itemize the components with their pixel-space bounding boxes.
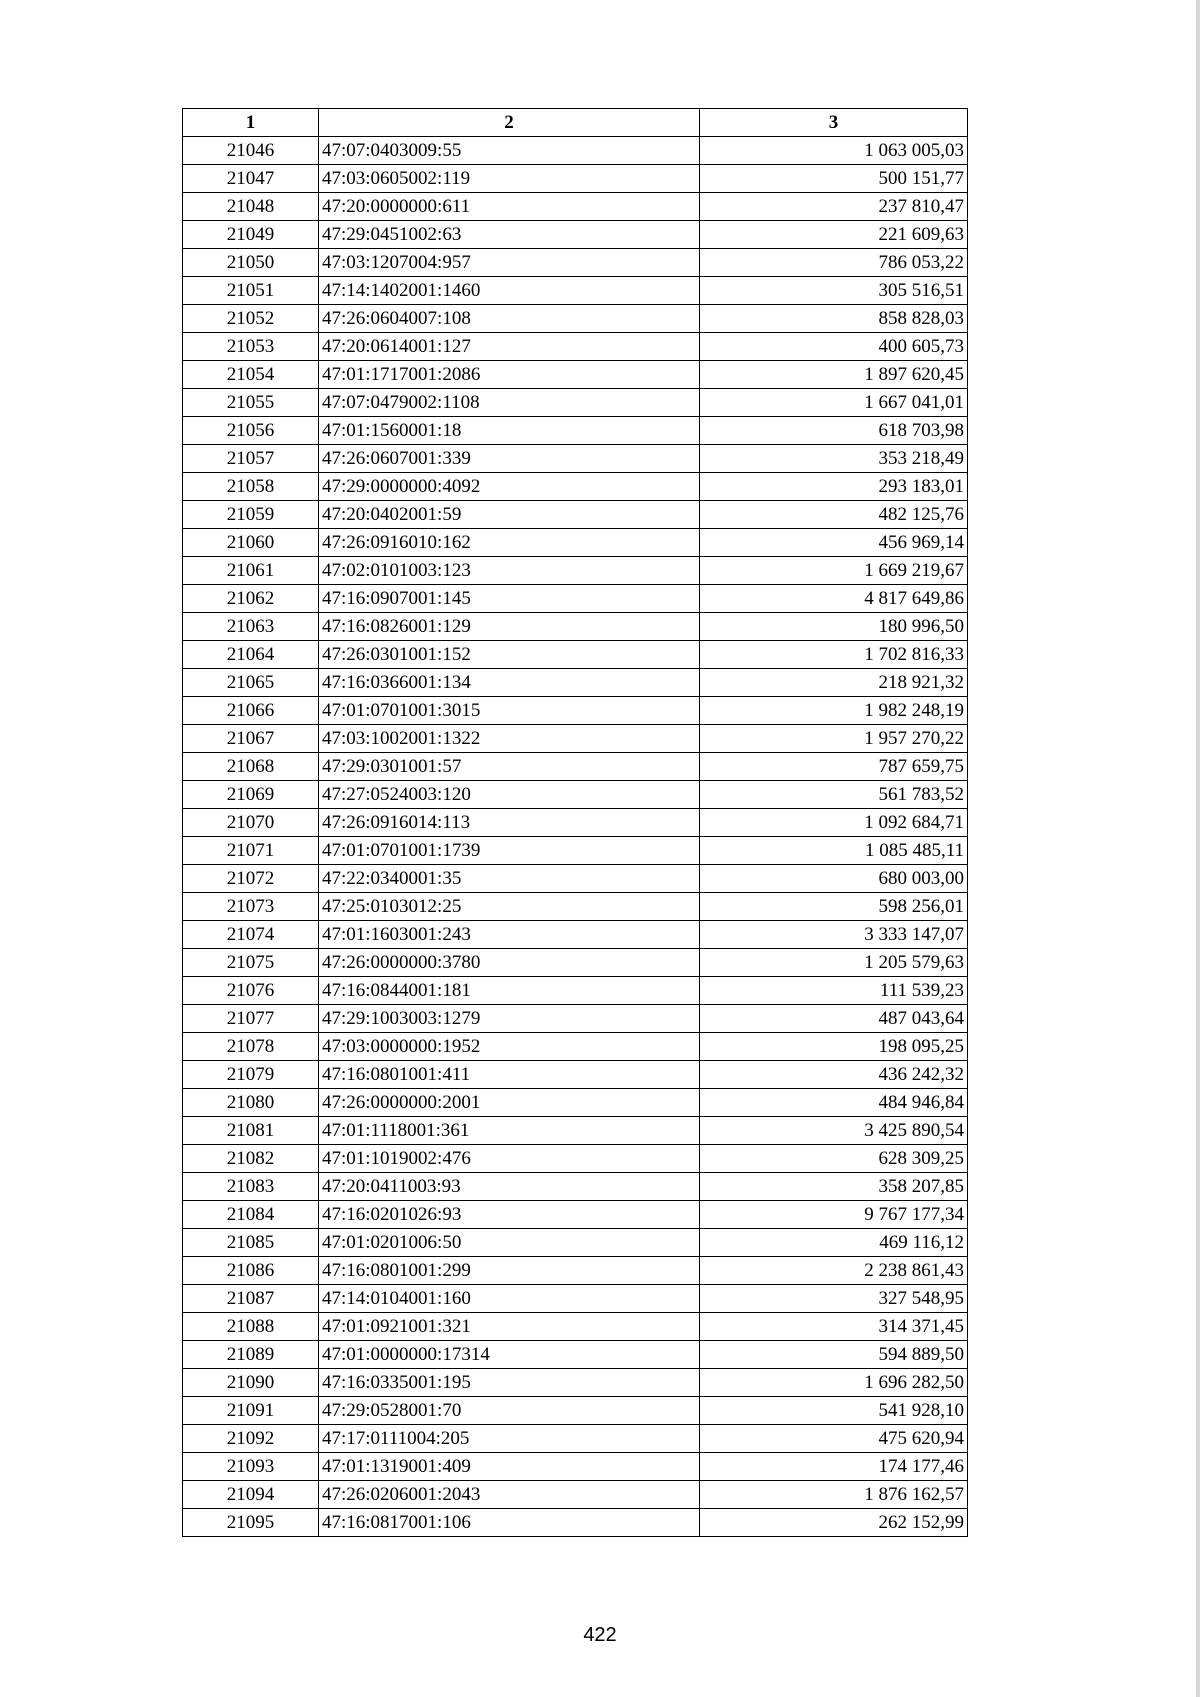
value-cell: 469 116,12 (700, 1229, 968, 1257)
row-number-cell: 21054 (183, 361, 319, 389)
cadastral-number-cell: 47:26:0916010:162 (319, 529, 700, 557)
table-row (183, 473, 968, 501)
table-row (183, 277, 968, 305)
cadastral-number-cell: 47:16:0844001:181 (319, 977, 700, 1005)
table-row (183, 641, 968, 669)
table-row (183, 1453, 968, 1481)
row-number-cell: 21079 (183, 1061, 319, 1089)
cadastral-number-cell: 47:26:0206001:2043 (319, 1481, 700, 1509)
row-number-cell: 21058 (183, 473, 319, 501)
table-row (183, 809, 968, 837)
value-cell: 3 425 890,54 (700, 1117, 968, 1145)
value-cell: 787 659,75 (700, 753, 968, 781)
table-row (183, 1061, 968, 1089)
value-cell: 618 703,98 (700, 417, 968, 445)
row-number-cell: 21053 (183, 333, 319, 361)
row-number-cell: 21093 (183, 1453, 319, 1481)
row-number-cell: 21075 (183, 949, 319, 977)
cadastral-number-cell: 47:01:1717001:2086 (319, 361, 700, 389)
row-number-cell: 21074 (183, 921, 319, 949)
cadastral-number-cell: 47:29:0000000:4092 (319, 473, 700, 501)
cadastral-number-cell: 47:26:0000000:2001 (319, 1089, 700, 1117)
value-cell: 221 609,63 (700, 221, 968, 249)
cadastral-number-cell: 47:16:0907001:145 (319, 585, 700, 613)
cadastral-number-cell: 47:26:0000000:3780 (319, 949, 700, 977)
value-cell: 1 982 248,19 (700, 697, 968, 725)
page-edge-shadow (1196, 0, 1200, 1697)
value-cell: 436 242,32 (700, 1061, 968, 1089)
table-row (183, 1481, 968, 1509)
table-row (183, 1201, 968, 1229)
value-cell: 1 085 485,11 (700, 837, 968, 865)
value-cell: 174 177,46 (700, 1453, 968, 1481)
table-row (183, 949, 968, 977)
table-row (183, 501, 968, 529)
value-cell: 628 309,25 (700, 1145, 968, 1173)
cadastral-number-cell: 47:03:0605002:119 (319, 165, 700, 193)
row-number-cell: 21048 (183, 193, 319, 221)
row-number-cell: 21087 (183, 1285, 319, 1313)
value-cell: 680 003,00 (700, 865, 968, 893)
row-number-cell: 21076 (183, 977, 319, 1005)
value-cell: 293 183,01 (700, 473, 968, 501)
row-number-cell: 21057 (183, 445, 319, 473)
table-row (183, 221, 968, 249)
table-row (183, 1313, 968, 1341)
cadastral-number-cell: 47:25:0103012:25 (319, 893, 700, 921)
cadastral-number-cell: 47:01:0701001:3015 (319, 697, 700, 725)
table-row (183, 1229, 968, 1257)
row-number-cell: 21089 (183, 1341, 319, 1369)
cadastral-number-cell: 47:26:0916014:113 (319, 809, 700, 837)
value-cell: 561 783,52 (700, 781, 968, 809)
value-cell: 482 125,76 (700, 501, 968, 529)
row-number-cell: 21064 (183, 641, 319, 669)
cadastral-number-cell: 47:02:0101003:123 (319, 557, 700, 585)
row-number-cell: 21091 (183, 1397, 319, 1425)
table-row (183, 333, 968, 361)
row-number-cell: 21094 (183, 1481, 319, 1509)
value-cell: 598 256,01 (700, 893, 968, 921)
row-number-cell: 21065 (183, 669, 319, 697)
cadastral-number-cell: 47:16:0826001:129 (319, 613, 700, 641)
value-cell: 218 921,32 (700, 669, 968, 697)
table-row (183, 1173, 968, 1201)
row-number-cell: 21081 (183, 1117, 319, 1145)
row-number-cell: 21066 (183, 697, 319, 725)
table-row (183, 1509, 968, 1537)
row-number-cell: 21092 (183, 1425, 319, 1453)
table-row (183, 977, 968, 1005)
page-number: 422 (583, 1624, 617, 1646)
table-row (183, 613, 968, 641)
row-number-cell: 21085 (183, 1229, 319, 1257)
cadastral-number-cell: 47:16:0335001:195 (319, 1369, 700, 1397)
row-number-cell: 21047 (183, 165, 319, 193)
table-row (183, 1145, 968, 1173)
row-number-cell: 21056 (183, 417, 319, 445)
value-cell: 353 218,49 (700, 445, 968, 473)
table-row (183, 1397, 968, 1425)
table-row (183, 1425, 968, 1453)
cadastral-number-cell: 47:29:1003003:1279 (319, 1005, 700, 1033)
value-cell: 456 969,14 (700, 529, 968, 557)
row-number-cell: 21070 (183, 809, 319, 837)
table-row (183, 529, 968, 557)
value-cell: 1 092 684,71 (700, 809, 968, 837)
table-row (183, 697, 968, 725)
cadastral-number-cell: 47:16:0201026:93 (319, 1201, 700, 1229)
value-cell: 2 238 861,43 (700, 1257, 968, 1285)
value-cell: 1 702 816,33 (700, 641, 968, 669)
header-row (183, 109, 968, 137)
row-number-cell: 21078 (183, 1033, 319, 1061)
row-number-cell: 21080 (183, 1089, 319, 1117)
table-row (183, 1285, 968, 1313)
table-row (183, 137, 968, 165)
value-cell: 1 897 620,45 (700, 361, 968, 389)
value-cell: 358 207,85 (700, 1173, 968, 1201)
cadastral-number-cell: 47:16:0801001:411 (319, 1061, 700, 1089)
value-cell: 786 053,22 (700, 249, 968, 277)
cadastral-number-cell: 47:01:0701001:1739 (319, 837, 700, 865)
table-row (183, 165, 968, 193)
value-cell: 198 095,25 (700, 1033, 968, 1061)
value-cell: 1 667 041,01 (700, 389, 968, 417)
row-number-cell: 21069 (183, 781, 319, 809)
row-number-cell: 21090 (183, 1369, 319, 1397)
row-number-cell: 21083 (183, 1173, 319, 1201)
row-number-cell: 21067 (183, 725, 319, 753)
table-row (183, 1369, 968, 1397)
row-number-cell: 21063 (183, 613, 319, 641)
cadastral-number-cell: 47:29:0528001:70 (319, 1397, 700, 1425)
table-row (183, 781, 968, 809)
value-cell: 400 605,73 (700, 333, 968, 361)
row-number-cell: 21052 (183, 305, 319, 333)
table-row (183, 1033, 968, 1061)
table-row (183, 1089, 968, 1117)
row-number-cell: 21068 (183, 753, 319, 781)
cadastral-number-cell: 47:16:0366001:134 (319, 669, 700, 697)
row-number-cell: 21060 (183, 529, 319, 557)
value-cell: 487 043,64 (700, 1005, 968, 1033)
value-cell: 327 548,95 (700, 1285, 968, 1313)
value-cell: 237 810,47 (700, 193, 968, 221)
cadastral-number-cell: 47:03:1002001:1322 (319, 725, 700, 753)
cadastral-number-cell: 47:01:1319001:409 (319, 1453, 700, 1481)
cadastral-number-cell: 47:20:0000000:611 (319, 193, 700, 221)
cadastral-number-cell: 47:26:0301001:152 (319, 641, 700, 669)
cadastral-number-cell: 47:29:0451002:63 (319, 221, 700, 249)
table-row (183, 585, 968, 613)
cadastral-number-cell: 47:14:0104001:160 (319, 1285, 700, 1313)
table-row (183, 445, 968, 473)
cadastral-number-cell: 47:07:0479002:1108 (319, 389, 700, 417)
column-header-3: 3 (700, 109, 968, 137)
value-cell: 1 669 219,67 (700, 557, 968, 585)
row-number-cell: 21088 (183, 1313, 319, 1341)
row-number-cell: 21046 (183, 137, 319, 165)
table-row (183, 361, 968, 389)
column-header-1: 1 (183, 109, 319, 137)
row-number-cell: 21086 (183, 1257, 319, 1285)
value-cell: 1 876 162,57 (700, 1481, 968, 1509)
value-cell: 858 828,03 (700, 305, 968, 333)
value-cell: 1 205 579,63 (700, 949, 968, 977)
cadastral-number-cell: 47:20:0411003:93 (319, 1173, 700, 1201)
table-row (183, 1257, 968, 1285)
cadastral-number-cell: 47:16:0801001:299 (319, 1257, 700, 1285)
cadastral-value-table (182, 108, 968, 1537)
table-body (183, 137, 968, 1537)
cadastral-number-cell: 47:22:0340001:35 (319, 865, 700, 893)
value-cell: 314 371,45 (700, 1313, 968, 1341)
table-row (183, 921, 968, 949)
table-row (183, 389, 968, 417)
row-number-cell: 21059 (183, 501, 319, 529)
value-cell: 1 957 270,22 (700, 725, 968, 753)
table-row (183, 669, 968, 697)
table-row (183, 417, 968, 445)
row-number-cell: 21095 (183, 1509, 319, 1537)
table-row (183, 249, 968, 277)
table-row (183, 1005, 968, 1033)
value-cell: 262 152,99 (700, 1509, 968, 1537)
cadastral-number-cell: 47:01:1560001:18 (319, 417, 700, 445)
value-cell: 484 946,84 (700, 1089, 968, 1117)
value-cell: 475 620,94 (700, 1425, 968, 1453)
row-number-cell: 21072 (183, 865, 319, 893)
row-number-cell: 21062 (183, 585, 319, 613)
table-row (183, 865, 968, 893)
table-row (183, 753, 968, 781)
column-header-2: 2 (319, 109, 700, 137)
value-cell: 4 817 649,86 (700, 585, 968, 613)
cadastral-number-cell: 47:01:1603001:243 (319, 921, 700, 949)
value-cell: 1 696 282,50 (700, 1369, 968, 1397)
cadastral-number-cell: 47:01:0201006:50 (319, 1229, 700, 1257)
cadastral-number-cell: 47:03:0000000:1952 (319, 1033, 700, 1061)
table-row (183, 305, 968, 333)
row-number-cell: 21077 (183, 1005, 319, 1033)
row-number-cell: 21051 (183, 277, 319, 305)
row-number-cell: 21071 (183, 837, 319, 865)
row-number-cell: 21061 (183, 557, 319, 585)
table-header (183, 109, 968, 137)
value-cell: 305 516,51 (700, 277, 968, 305)
cadastral-number-cell: 47:07:0403009:55 (319, 137, 700, 165)
row-number-cell: 21050 (183, 249, 319, 277)
cadastral-number-cell: 47:01:1019002:476 (319, 1145, 700, 1173)
cadastral-number-cell: 47:29:0301001:57 (319, 753, 700, 781)
cadastral-number-cell: 47:14:1402001:1460 (319, 277, 700, 305)
row-number-cell: 21084 (183, 1201, 319, 1229)
cadastral-number-cell: 47:17:0111004:205 (319, 1425, 700, 1453)
cadastral-number-cell: 47:01:0921001:321 (319, 1313, 700, 1341)
table-row (183, 557, 968, 585)
table-row (183, 1117, 968, 1145)
value-cell: 541 928,10 (700, 1397, 968, 1425)
cadastral-number-cell: 47:27:0524003:120 (319, 781, 700, 809)
cadastral-number-cell: 47:01:0000000:17314 (319, 1341, 700, 1369)
cadastral-number-cell: 47:26:0607001:339 (319, 445, 700, 473)
cadastral-number-cell: 47:26:0604007:108 (319, 305, 700, 333)
row-number-cell: 21073 (183, 893, 319, 921)
value-cell: 3 333 147,07 (700, 921, 968, 949)
table-row (183, 725, 968, 753)
value-cell: 111 539,23 (700, 977, 968, 1005)
value-cell: 1 063 005,03 (700, 137, 968, 165)
cadastral-number-cell: 47:20:0402001:59 (319, 501, 700, 529)
value-cell: 180 996,50 (700, 613, 968, 641)
cadastral-number-cell: 47:03:1207004:957 (319, 249, 700, 277)
value-cell: 500 151,77 (700, 165, 968, 193)
cadastral-number-cell: 47:01:1118001:361 (319, 1117, 700, 1145)
row-number-cell: 21082 (183, 1145, 319, 1173)
row-number-cell: 21055 (183, 389, 319, 417)
cadastral-number-cell: 47:20:0614001:127 (319, 333, 700, 361)
table-row (183, 893, 968, 921)
table-row (183, 1341, 968, 1369)
table-row (183, 193, 968, 221)
value-cell: 594 889,50 (700, 1341, 968, 1369)
row-number-cell: 21049 (183, 221, 319, 249)
cadastral-number-cell: 47:16:0817001:106 (319, 1509, 700, 1537)
value-cell: 9 767 177,34 (700, 1201, 968, 1229)
table-row (183, 837, 968, 865)
